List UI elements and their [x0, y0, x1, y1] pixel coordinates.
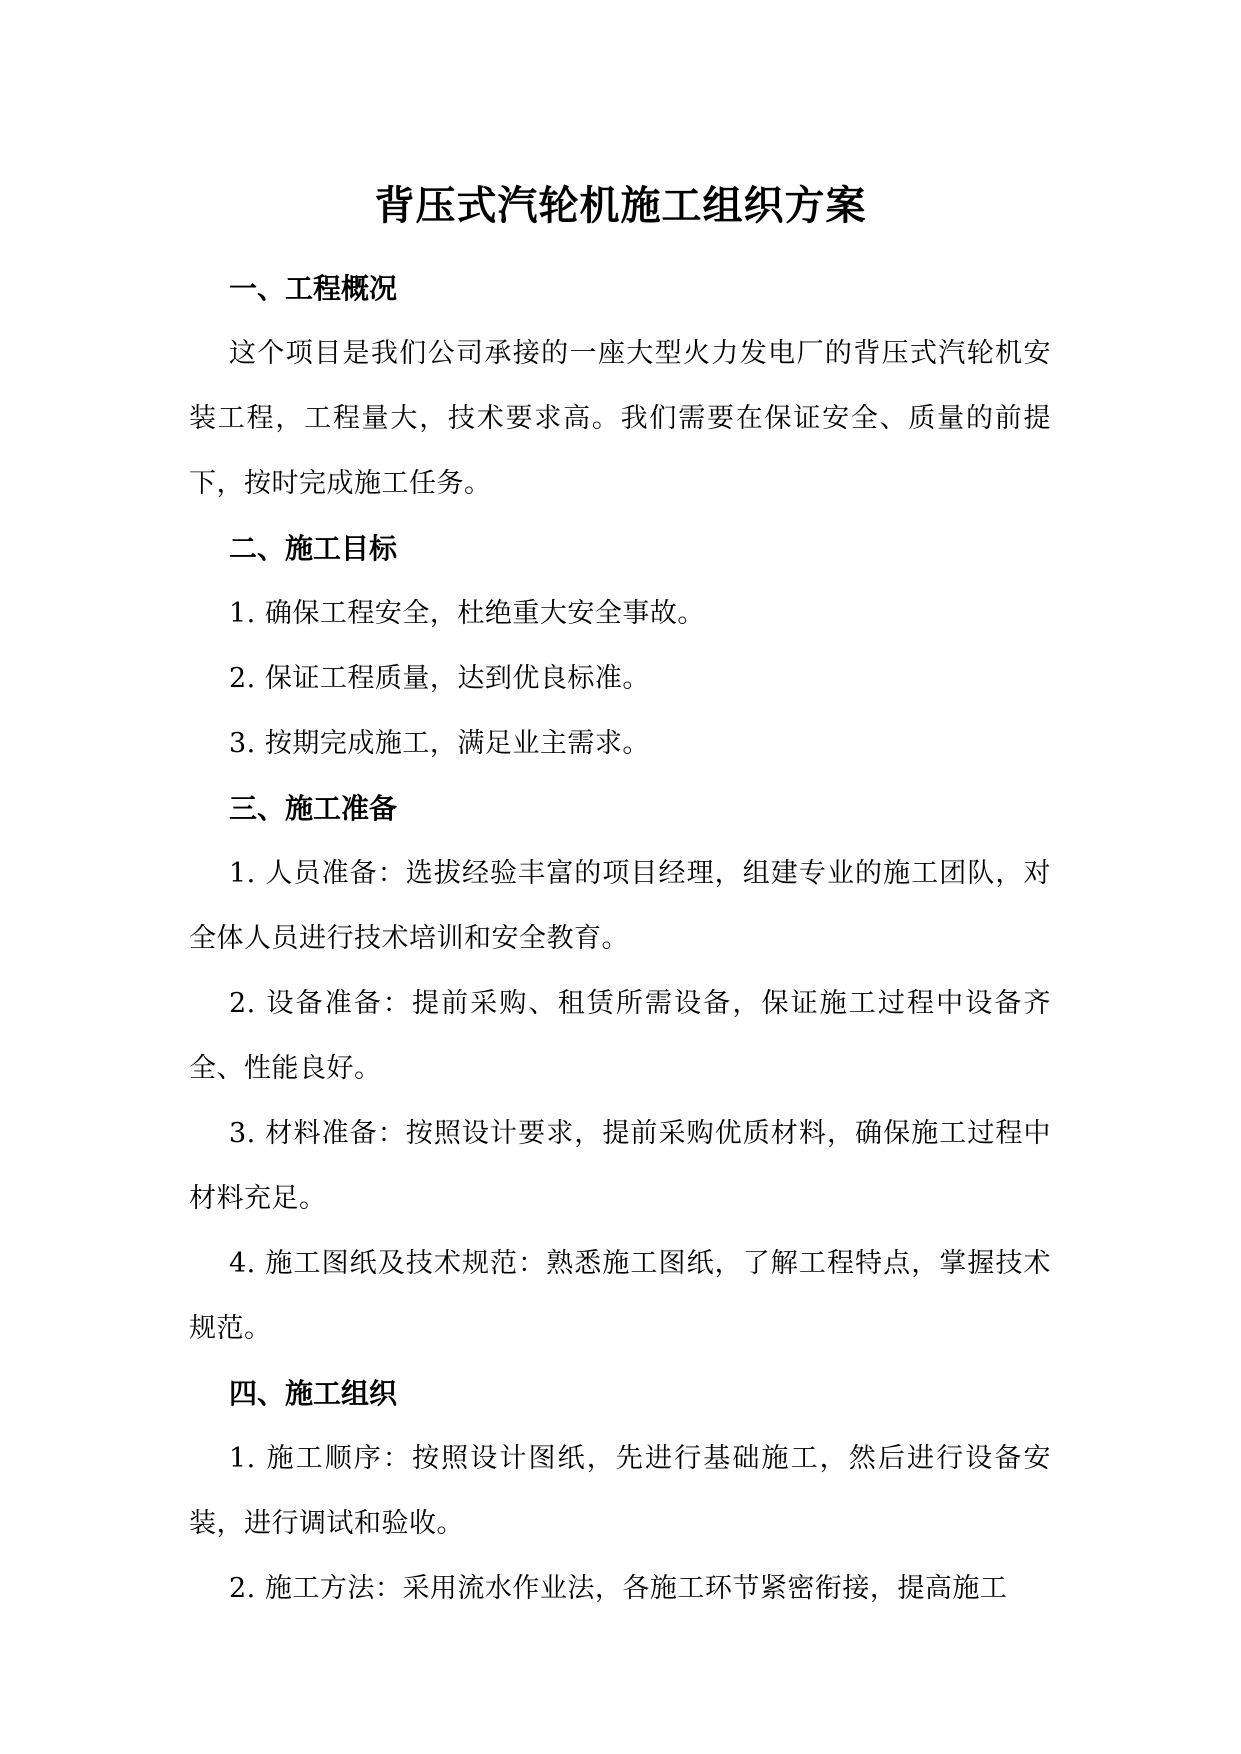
section-preparation [189, 776, 1051, 1361]
section-heading: 四、施工组织 [229, 1377, 398, 1410]
section-heading: 二、施工目标 [229, 532, 398, 565]
list-item: 2. 设备准备：提前采购、租赁所需设备，保证施工过程中设备齐全、性能良好。 [189, 988, 1051, 1084]
section-goals [189, 516, 1051, 776]
section-organization [189, 1361, 1051, 1621]
list-item: 1. 人员准备：选拔经验丰富的项目经理，组建专业的施工团队，对全体人员进行技术培训和安全教育。 [189, 858, 1051, 954]
list-item: 2. 保证工程质量，达到优良标准。 [229, 663, 650, 694]
paragraph: 这个项目是我们公司承接的一座大型火力发电厂的背压式汽轮机安装工程，工程量大，技术要求高。我们需要在保证安全、质量的前提下，按时完成施工任务。 [189, 338, 1051, 499]
list-item: 4. 施工图纸及技术规范：熟悉施工图纸，了解工程特点，掌握技术规范。 [189, 1248, 1051, 1344]
section-overview [189, 256, 1051, 516]
document-body [189, 256, 1051, 1621]
list-item: 3. 按期完成施工，满足业主需求。 [229, 728, 650, 759]
list-item: 1. 确保工程安全，杜绝重大安全事故。 [229, 598, 705, 629]
list-item: 1. 施工顺序：按照设计图纸，先进行基础施工，然后进行设备安装，进行调试和验收。 [189, 1443, 1051, 1539]
section-heading: 一、工程概况 [229, 272, 398, 305]
list-item: 3. 材料准备：按照设计要求，提前采购优质材料，确保施工过程中材料充足。 [189, 1118, 1051, 1214]
section-heading: 三、施工准备 [229, 792, 398, 825]
list-item: 2. 施工方法：采用流水作业法，各施工环节紧密衔接，提高施工 [229, 1573, 1008, 1604]
page-title: 背压式汽轮机施工组织方案 [374, 183, 867, 229]
